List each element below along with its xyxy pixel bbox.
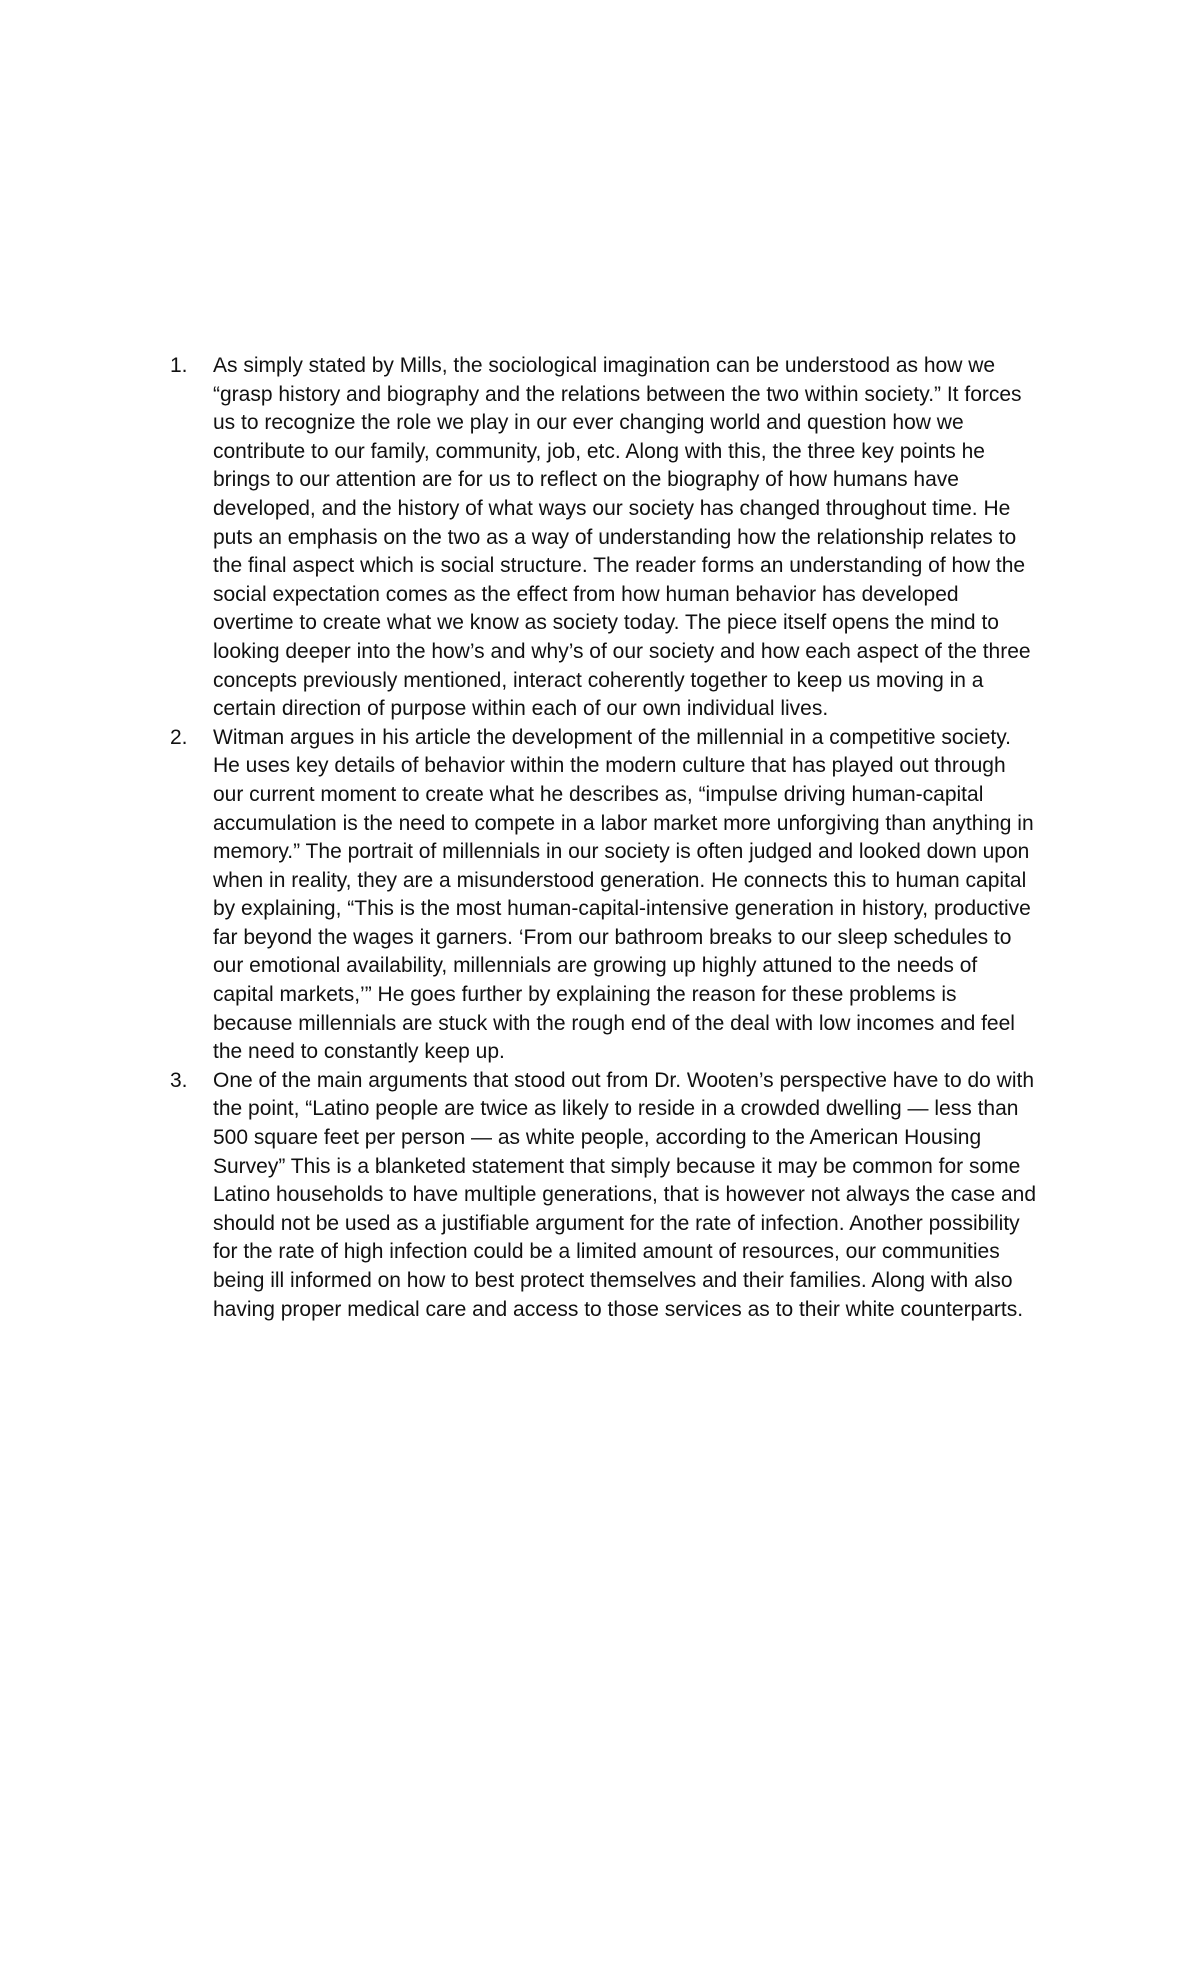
answer-text-line: As simply stated by Mills, the sociological imagination can be understood as how we xyxy=(213,354,996,377)
answer-text-line: looking deeper into the how’s and why’s of our society and how each aspect of the three xyxy=(213,639,1031,663)
answer-text-line: our emotional availability, millennials are growing up highly attuned to the needs of xyxy=(213,954,978,978)
answer-item-3 xyxy=(170,1067,1070,1324)
answer-text-line: the final aspect which is social structure. The reader forms an understanding of how the xyxy=(213,554,1026,578)
answer-text-line: developed, and the history of what ways our society has changed throughout time. He xyxy=(213,496,1011,520)
answer-text-line: One of the main arguments that stood out from Dr. Wooten’s perspective have to do with xyxy=(213,1068,1034,1092)
answer-text-line: us to recognize the role we play in our ever changing world and question how we xyxy=(213,411,964,435)
answer-number: 3. xyxy=(170,1068,188,1092)
answer-paragraph xyxy=(213,352,1070,724)
answer-paragraph xyxy=(213,1067,1070,1324)
answer-text-line: for the rate of high infection could be a limited amount of resources, our communities xyxy=(213,1240,1000,1264)
numbered-answer-list xyxy=(170,352,1070,1324)
answer-text-line: by explaining, “This is the most human-capital-intensive generation in history, productive xyxy=(213,897,1031,921)
answer-text-line: memory.” The portrait of millennials in our society is often judged and looked down upon xyxy=(213,840,1030,864)
answer-text-line: being ill informed on how to best protect themselves and their families. Along with also xyxy=(213,1269,1013,1292)
answer-text-line: far beyond the wages it garners. ‘From our bathroom breaks to our sleep schedules to xyxy=(213,925,1012,949)
answer-text-line: brings to our attention are for us to reflect on the biography of how humans have xyxy=(213,468,959,492)
answer-text-line: puts an emphasis on the two as a way of understanding how the relationship relates to xyxy=(213,525,1017,549)
answer-text-line: the need to constantly keep up. xyxy=(213,1040,505,1064)
answer-text-line: contribute to our family, community, job, etc. Along with this, the three key points he xyxy=(213,439,985,463)
answer-text-line: accumulation is the need to compete in a labor market more unforgiving than anything in xyxy=(213,811,1034,835)
answer-text-line: the point, “Latino people are twice as likely to reside in a crowded dwelling — less than xyxy=(213,1097,1019,1121)
answer-text-line: having proper medical care and access to those services as to their white counterparts. xyxy=(213,1297,1024,1321)
answer-text-line: Latino households to have multiple generations, that is however not always the case and xyxy=(213,1183,1037,1207)
answer-text-line: when in reality, they are a misunderstood generation. He connects this to human capital xyxy=(213,868,1027,892)
answer-text-line: our current moment to create what he describes as, “impulse driving human-capital xyxy=(213,782,984,806)
answer-text-line: because millennials are stuck with the rough end of the deal with low incomes and feel xyxy=(213,1011,1015,1035)
answer-item-2 xyxy=(170,724,1070,1067)
answer-text-line: capital markets,’” He goes further by explaining the reason for these problems is xyxy=(213,983,957,1007)
answer-text-line: Witman argues in his article the development of the millennial in a competitive society. xyxy=(213,725,1011,749)
answer-text-line: social expectation comes as the effect from how human behavior has developed xyxy=(213,582,959,606)
answer-text-line: He uses key details of behavior within the modern culture that has played out through xyxy=(213,754,1006,778)
answer-text-line: “grasp history and biography and the relations between the two within society.” It forces xyxy=(213,382,1022,406)
answer-number: 2. xyxy=(170,725,188,749)
answer-paragraph xyxy=(213,724,1070,1067)
answer-number: 1. xyxy=(170,354,188,377)
answer-text-line: certain direction of purpose within each of our own individual lives. xyxy=(213,697,829,721)
answer-text-line: overtime to create what we know as society today. The piece itself opens the mind to xyxy=(213,611,999,635)
answer-text-line: Survey” This is a blanketed statement that simply because it may be common for some xyxy=(213,1154,1021,1178)
answer-text-line: concepts previously mentioned, interact coherently together to keep us moving in a xyxy=(213,668,984,692)
answer-item-1 xyxy=(170,352,1070,724)
answer-text-line: should not be used as a justifiable argument for the rate of infection. Another possibility xyxy=(213,1211,1020,1235)
answer-text-line: 500 square feet per person — as white people, according to the American Housing xyxy=(213,1126,982,1150)
